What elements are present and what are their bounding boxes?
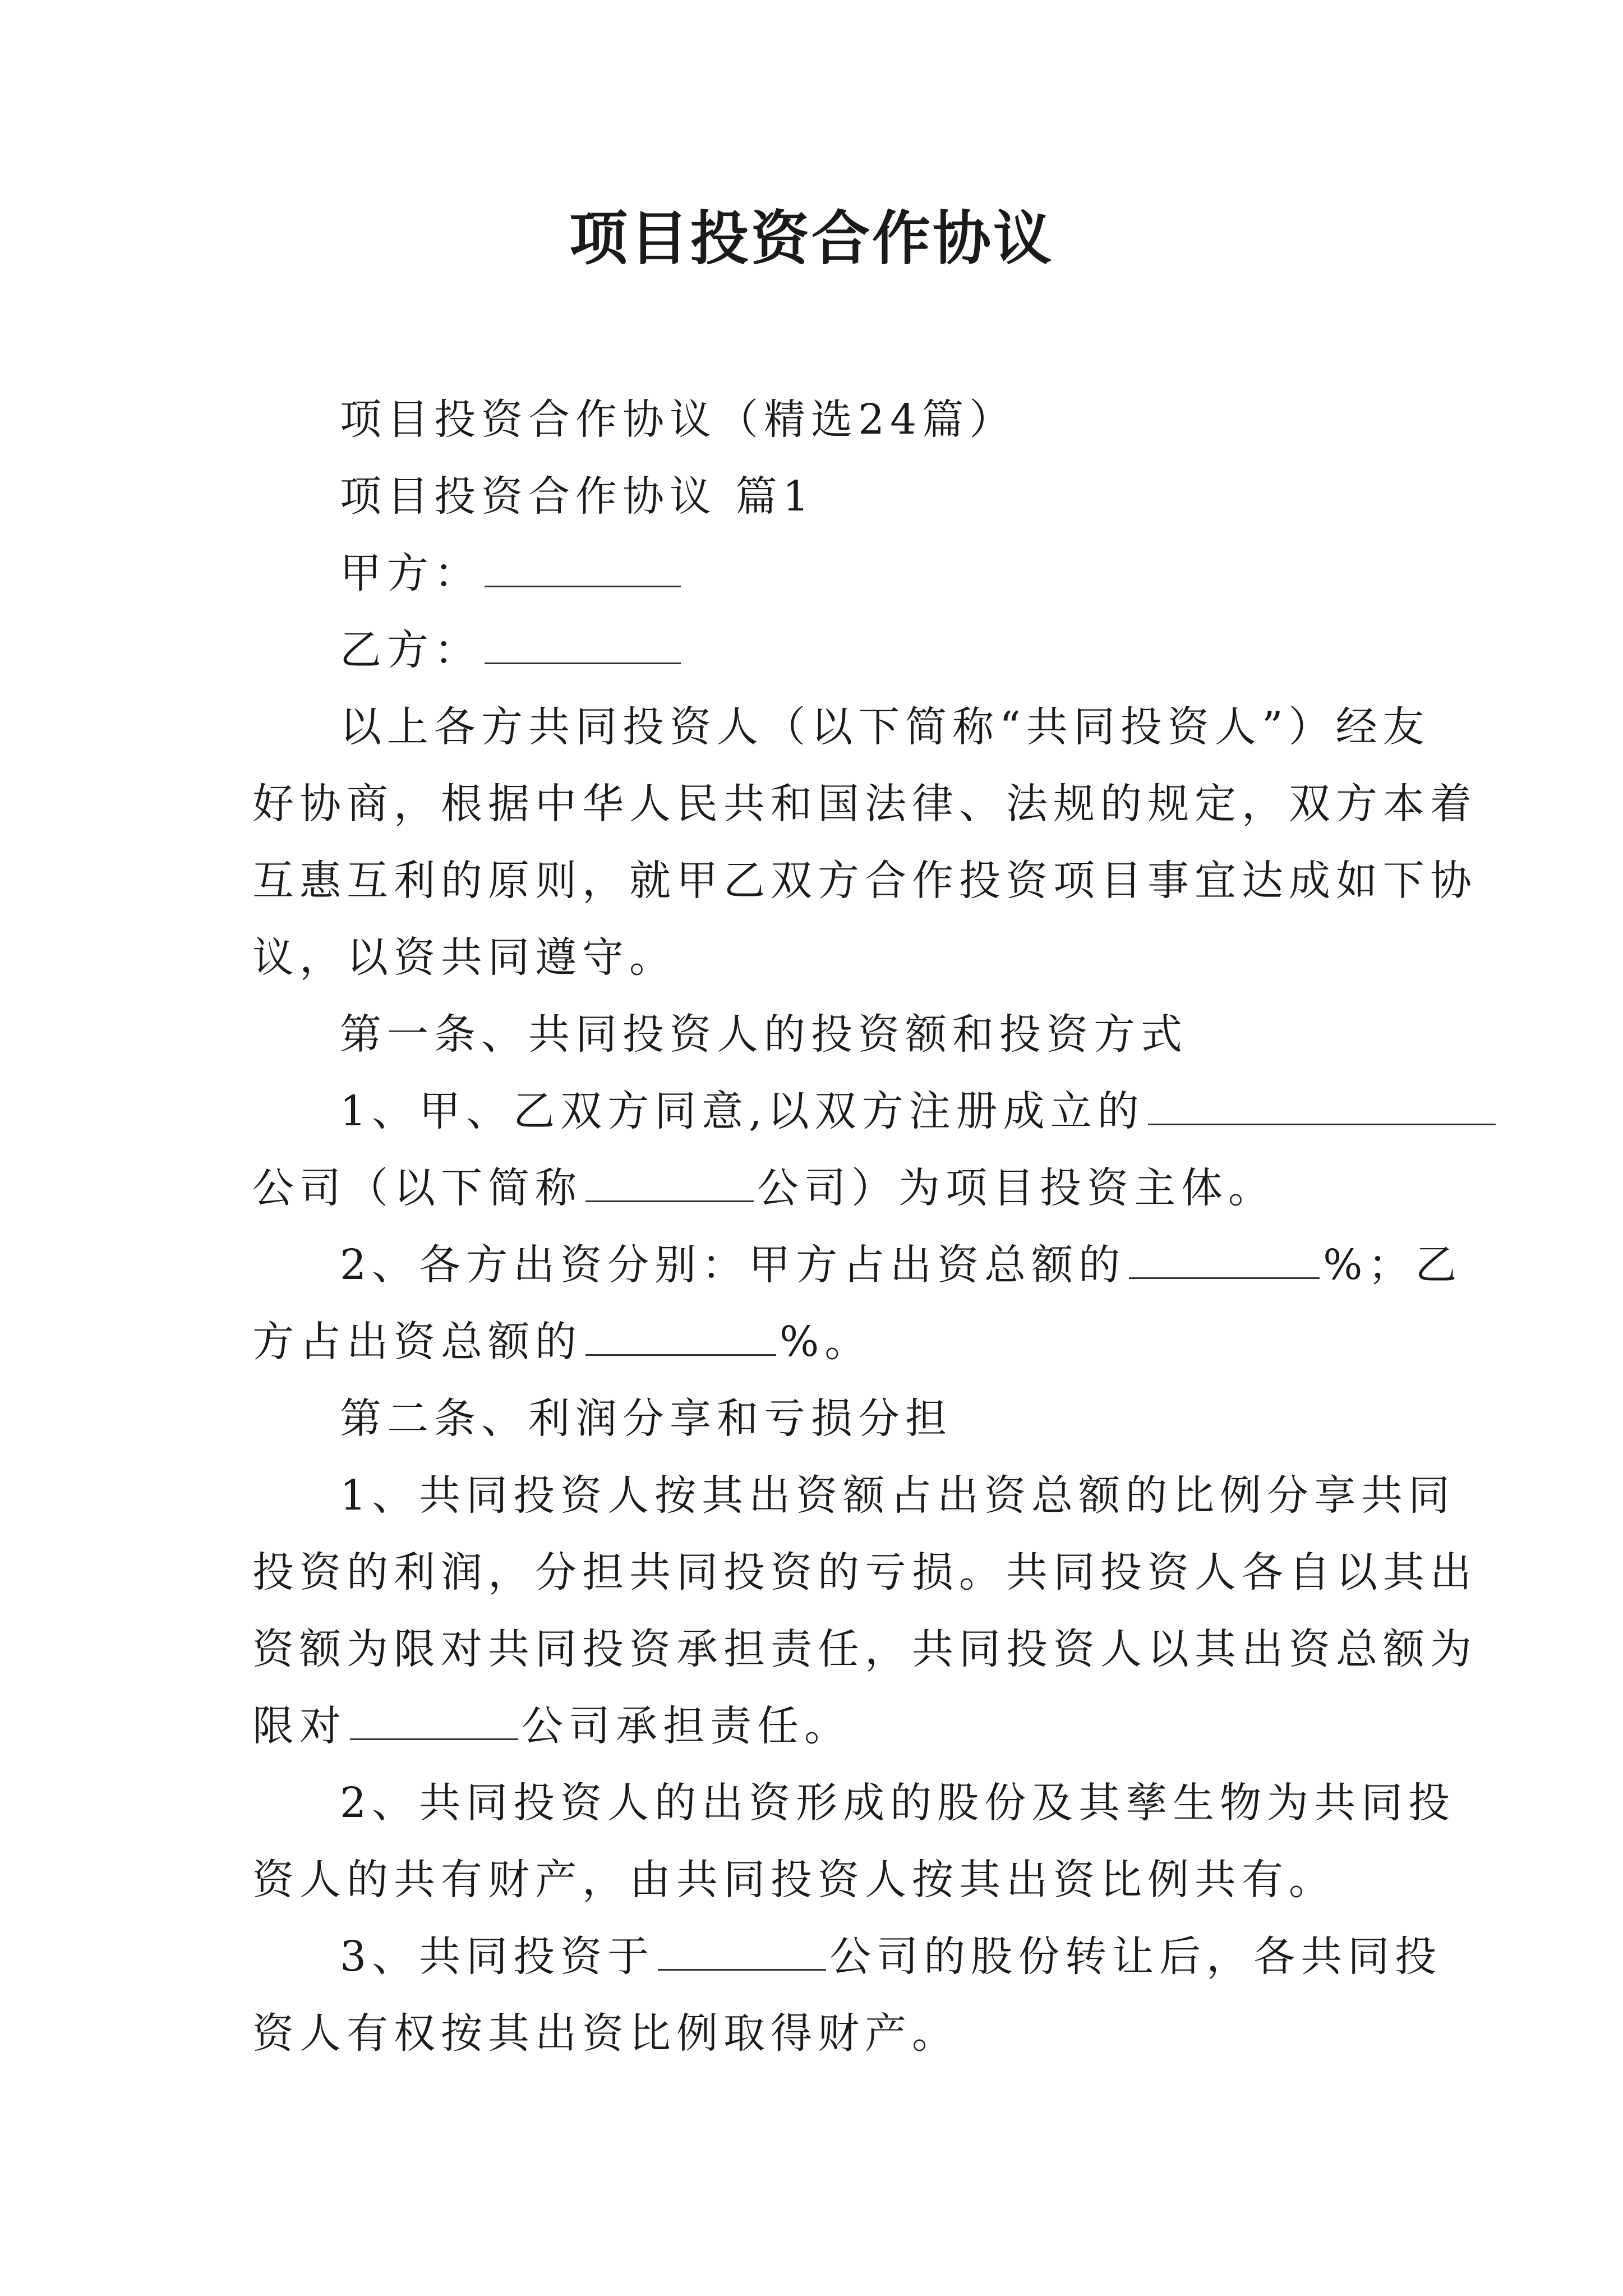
- article1-item1-line: [252, 1073, 1380, 1150]
- article2-item1-text: 公司承担责任。: [522, 1702, 851, 1750]
- article2-item1-line: [252, 1688, 1380, 1765]
- article1-item2-line: [252, 1304, 1380, 1381]
- party-a-label: 甲方：: [340, 549, 481, 597]
- article2-item3-line: [252, 1918, 1442, 1995]
- article1-item1-text: 1、甲、乙双方同意,以双方注册成立的: [340, 1087, 1145, 1135]
- article1-item2-text: %；乙: [1323, 1241, 1463, 1289]
- article1-item1-line: [252, 1150, 1380, 1227]
- intro-line: 互惠互利的原则，就甲乙双方合作投资项目事宜达成如下协: [252, 857, 1477, 905]
- article2-item3-line: 资人有权按其出资比例取得财产。: [252, 2009, 959, 2058]
- share-company-blank: [658, 1927, 826, 1971]
- party-b-label: 乙方：: [340, 626, 481, 674]
- article2-title: 第二条、利润分享和亏损分担: [340, 1395, 952, 1443]
- article2-item1-line: 1、共同投资人按其出资额占出资总额的比例分享共同: [340, 1471, 1456, 1520]
- section-heading: 项目投资合作协议 篇1: [340, 472, 815, 521]
- party-b-line: [252, 612, 1380, 689]
- article1-item2-text: 方占出资总额的: [252, 1318, 582, 1366]
- party-a-line: [252, 535, 1380, 612]
- article1-item2-text: %。: [780, 1318, 872, 1366]
- party-a-blank: [485, 544, 681, 587]
- document-title: 项目投资合作协议: [569, 204, 1054, 273]
- intro-line: 好协商，根据中华人民共和国法律、法规的规定，双方本着: [252, 780, 1477, 828]
- article2-item1-line: 投资的利润，分担共同投资的亏损。共同投资人各自以其出: [252, 1548, 1477, 1596]
- liability-company-blank: [350, 1697, 518, 1740]
- article2-item2-line: 资人的共有财产，由共同投资人按其出资比例共有。: [252, 1856, 1336, 1904]
- article1-item2-text: 2、各方出资分别：甲方占出资总额的: [340, 1241, 1126, 1289]
- document-body: [252, 381, 1477, 2072]
- intro-line: 以上各方共同投资人（以下简称“共同投资人”）经友: [340, 703, 1430, 751]
- article1-item2-line: [252, 1227, 1463, 1304]
- subtitle: 项目投资合作协议（精选24篇）: [340, 395, 1017, 444]
- intro-line: 议，以资共同遵守。: [252, 933, 676, 982]
- company-name-blank: [1148, 1082, 1496, 1125]
- article1-item1-text: 公司（以下简称: [252, 1164, 582, 1212]
- article2-item3-text: 3、共同投资于: [340, 1932, 655, 1981]
- article1-item1-text: 公司）为项目投资主体。: [757, 1164, 1275, 1212]
- party-b-percent-blank: [585, 1313, 776, 1356]
- article2-item1-line: 资额为限对共同投资承担责任，共同投资人以其出资总额为: [252, 1625, 1477, 1673]
- party-a-percent-blank: [1129, 1236, 1320, 1279]
- article1-title: 第一条、共同投资人的投资额和投资方式: [340, 1010, 1188, 1059]
- article2-item2-line: 2、共同投资人的出资形成的股份及其孳生物为共同投: [340, 1779, 1456, 1827]
- article2-item3-text: 公司的股份转让后，各共同投: [829, 1932, 1442, 1981]
- party-b-blank: [485, 621, 681, 664]
- company-short-name-blank: [585, 1159, 754, 1202]
- article2-item1-text: 限对: [252, 1702, 347, 1750]
